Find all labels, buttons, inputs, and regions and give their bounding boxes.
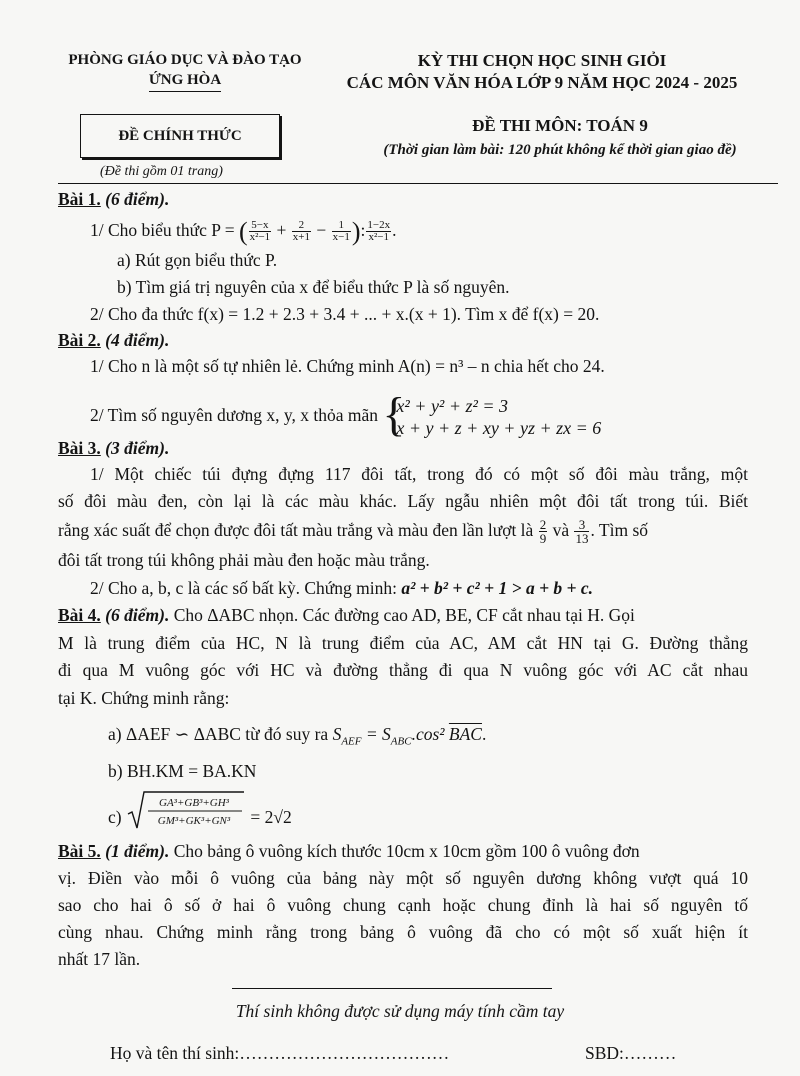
page-count-note: (Đề thi gồm 01 trang) — [100, 164, 223, 179]
bai1-qb: b) Tìm giá trị nguyên của x để biểu thức P là số nguyên. — [117, 277, 510, 297]
fraction: $\frac{5-x}{\text{x²−1}}$ — [249, 219, 271, 244]
bai3-q2-text: 2/ Cho a, b, c là các số bất kỳ. Chứng minh: — [90, 578, 402, 598]
department-header — [50, 50, 320, 92]
bai3-line3 — [58, 515, 648, 545]
fraction: $\frac{3}{13}$ — [575, 517, 589, 547]
exam-subtitle: CÁC MÔN VĂN HÓA LỚP 9 NĂM HỌC 2024 - 2025 — [346, 73, 738, 92]
bai4-qb: b) BH.KM = BA.KN — [108, 761, 257, 781]
bai3-line2: số đôi màu đen, còn lại là các màu khác. Lấy ngẫu nhiên một đôi tất trong túi. Biết — [58, 491, 748, 511]
bai5-title: Bài 5. — [58, 841, 101, 861]
bai1-q1-text: 1/ Cho biểu thức P = — [90, 220, 239, 240]
bai4-line2: M là trung điểm của HC, N là trung điểm của AC, AM cắt HN tại G. Đường thẳng — [58, 633, 748, 653]
bai3-and: và — [548, 520, 574, 540]
bai2-q2-text: 2/ Tìm số nguyên dương x, y, x thỏa mãn — [90, 405, 379, 425]
bai2-points: (4 điểm). — [105, 330, 170, 350]
bai1-q1: 1/ Cho biểu thức P = ( $\frac{5-x}{\text{x²−1}}$ + $\frac{2}{x+1}$ − $\frac{1}{x-1}$ ): $\frac{1-2x}{\text{x²−1}}$ . — [90, 216, 397, 246]
equation-system — [382, 387, 602, 441]
bai5-line4: cùng nhau. Chứng minh rằng trong bảng ô vuông đã cho có một số xuất hiện ít — [58, 922, 748, 942]
bai2-q1: 1/ Cho n là một số tự nhiên lẻ. Chứng minh A(n) = n³ – n chia hết cho 24. — [90, 356, 605, 376]
bai5-line5: nhất 17 lần. — [58, 949, 141, 969]
equation-1: x² + y² + z² = 3 — [396, 395, 509, 416]
bai2-heading — [58, 329, 169, 351]
brace-icon: { — [382, 387, 406, 441]
bai3-q2 — [90, 577, 593, 599]
bai3-points: (3 điểm). — [105, 438, 170, 458]
bai1-heading — [58, 188, 169, 210]
bai5-line1: Cho bảng ô vuông kích thước 10cm x 10cm gồm 100 ô vuông đơn — [173, 841, 640, 861]
bai3-inequality: a² + b² + c² + 1 > a + b + c. — [401, 578, 594, 598]
bai4-line1: Cho ΔABC nhọn. Các đường cao AD, BE, CF cắt nhau tại H. Gọi — [173, 605, 635, 625]
department-name: PHÒNG GIÁO DỤC VÀ ĐÀO TẠO — [68, 52, 302, 68]
bai4-title: Bài 4. — [58, 605, 101, 625]
bai3-title: Bài 3. — [58, 438, 101, 458]
bai5-line2: vị. Điền vào mỗi ô vuông của bảng này một số nguyên dương không vượt quá 10 — [58, 868, 748, 888]
bai1-qa: a) Rút gọn biểu thức P. — [117, 250, 278, 270]
calculator-note: Thí sinh không được sử dụng máy tính cầm tay — [235, 1001, 565, 1021]
angle-bac: $\overline{BAC}$ — [448, 724, 482, 744]
bai3-heading — [58, 437, 169, 459]
equation-2: x + y + z + xy + yz + zx = 6 — [396, 417, 602, 438]
bai4-heading — [58, 604, 635, 626]
bai3-line1: 1/ Một chiếc túi đựng đựng 117 đôi tất, trong đó có một số đôi màu trắng, một — [90, 464, 748, 484]
bai3-line3-text: rằng xác suất để chọn được đôi tất màu trắng và màu đen lần lượt là — [58, 520, 538, 540]
bai1-q2: 2/ Cho đa thức f(x) = 1.2 + 2.3 + 3.4 + ... + x.(x + 1). Tìm x để f(x) = 20. — [90, 304, 600, 324]
root-denominator: GM³+GK³+GN³ — [157, 815, 231, 827]
exam-subject: ĐỀ THI MÔN: TOÁN 9 — [472, 116, 648, 135]
fraction: $\frac{2}{9}$ — [539, 517, 547, 547]
bai1-points: (6 điểm). — [105, 189, 170, 209]
radical-sign-icon — [126, 790, 246, 832]
exam-duration: (Thời gian làm bài: 120 phút không kể thời gian giao đề) — [383, 142, 737, 158]
bai1-title: Bài 1. — [58, 189, 101, 209]
header-divider — [58, 183, 778, 184]
bai4-qa: a) ΔAEF ∽ ΔABC từ đó suy ra $S_{AEF} = S_{ABC}.\cos^2$ $\overline{BAC}$. — [108, 724, 487, 748]
bai2-q2 — [90, 387, 602, 441]
bai3-line4: đôi tất trong túi không phải màu đen hoặc màu trắng. — [58, 550, 430, 570]
bai4-line4: tại K. Chứng minh rằng: — [58, 688, 230, 708]
official-label: ĐỀ CHÍNH THỨC — [118, 127, 242, 144]
fraction: $\frac{1}{x-1}$ — [332, 219, 350, 244]
root-numerator: GA³+GB³+GH³ — [159, 797, 229, 809]
bai4-qc-rhs: = 2√2 — [250, 807, 292, 828]
fraction: $\frac{2}{x+1}$ — [292, 219, 311, 244]
footer-divider — [232, 988, 552, 989]
bai5-heading — [58, 840, 640, 862]
bai2-title: Bài 2. — [58, 330, 101, 350]
bai5-line3: sao cho hai ô số ở hai ô vuông chung cạnh hoặc chung đỉnh là hai số nguyên tố — [58, 895, 748, 915]
bai3-line3-end: . Tìm số — [590, 520, 649, 540]
candidate-name-field: Họ và tên thí sinh:……………………………… — [110, 1043, 450, 1063]
bai4-qa-text: a) ΔAEF ∽ ΔABC từ đó suy ra — [108, 724, 333, 744]
fraction: $\frac{1-2x}{\text{x²−1}}$ — [367, 219, 391, 244]
bai5-points: (1 điểm). — [105, 841, 170, 861]
exam-title: KỲ THI CHỌN HỌC SINH GIỎI — [417, 51, 667, 70]
candidate-id-field: SBD:……… — [585, 1043, 677, 1063]
bai4-qc-label: c) — [108, 807, 122, 828]
bai4-line3: đi qua M vuông góc với HC và đường thẳng đi qua N vuông góc với AC cắt nhau — [58, 660, 748, 680]
exam-header — [322, 50, 762, 94]
district-name: ỨNG HÒA — [149, 70, 221, 92]
bai4-points: (6 điểm). — [105, 605, 170, 625]
official-stamp-box — [80, 114, 280, 158]
